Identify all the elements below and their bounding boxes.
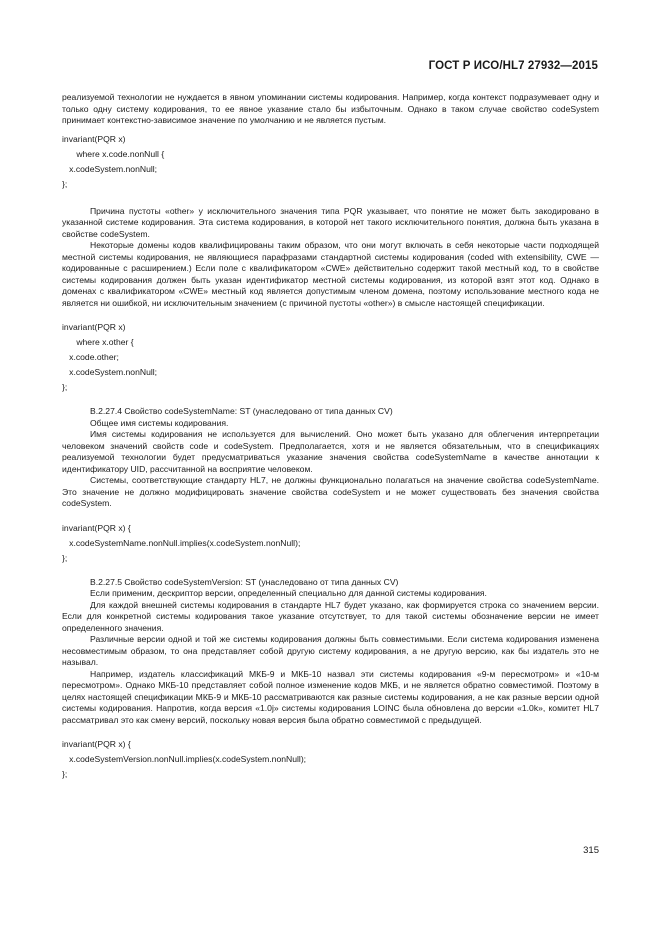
code-line: x.codeSystemVersion.nonNull.implies(x.codeSystem.nonNull); — [62, 754, 307, 764]
paragraph: Если применим, дескриптор версии, определенный специально для данной системы кодирования. — [90, 588, 487, 598]
paragraph: Для каждой внешней системы кодирования в стандарте HL7 будет указано, как формируется строка со значением версии. Если для конкретной системы кодирования такое указание отсутствует, то для такой системы обозначение версии не имеет определенного значения. — [62, 599, 599, 633]
code-line: where x.other { — [62, 337, 134, 347]
paragraph: Системы, соответствующие стандарту HL7, не должны функционально полагаться на значение свойства codeSystemName. Это значение не должно модифицировать значение свойства codeSystem и не может существовать без значения свойства codeSystem. — [62, 475, 599, 508]
code-line: }; — [62, 382, 68, 392]
paragraph: Причина пустоты «other» у исключительного значения типа PQR указывает, что понятие не может быть закодировано в указанной системе кодирования. Эта система кодирования, в которой нет такого исключительного понятия, должна быть указана в свойстве codeSystem. — [62, 205, 599, 239]
document-header: ГОСТ Р ИСО/HL7 27932—2015 — [428, 60, 598, 72]
paragraph: Различные версии одной и той же системы кодирования должны быть совместимыми. Если система кодирования изменена несовместимым образом, то она представляет собой другую систему кодирования, а не другую версию, как бы издатель это не называл. — [62, 634, 599, 667]
code-line: x.code.other; — [62, 352, 119, 362]
code-block — [62, 737, 599, 782]
code-block — [62, 521, 599, 566]
code-line: invariant(PQR x) { — [62, 739, 131, 749]
section-heading: В.2.27.4 Свойство codeSystemName: ST (унаследовано от типа данных CV) — [90, 406, 393, 416]
code-line: }; — [62, 552, 68, 563]
paragraph: Имя системы кодирования не используется для вычислений. Оно может быть указано для облегчения интерпретации человеком значений свойств code и codeSystem. Предполагается, хотя и не является обязательным, что в спецификациях реализуемой технологии будет предусматриваться указание значения свойства codeSystemName в качестве аннотации к идентификатору UID, рассчитанной на восприятие человеком. — [62, 429, 599, 474]
section-heading: В.2.27.5 Свойство codeSystemVersion: ST (унаследовано от типа данных CV) — [90, 576, 399, 587]
paragraph: реализуемой технологии не нуждается в явном упоминании системы кодирования. Например, когда контекст подразумевает одну и только одну систему кодирования, то ее явное указание стало бы избыточным. Однако в таком случае свойство codeSystem принимает контекстно-зависимое значение по умолчанию и не является пустым. — [62, 92, 599, 125]
code-line: x.codeSystemName.nonNull.implies(x.codeSystem.nonNull); — [62, 537, 301, 548]
paragraph: Общее имя системы кодирования. — [90, 417, 229, 428]
page-number: 315 — [583, 845, 599, 856]
code-line: invariant(PQR x) — [62, 133, 126, 144]
code-block — [62, 320, 599, 395]
code-line: }; — [62, 769, 68, 779]
page-content — [62, 92, 599, 782]
paragraph: Некоторые домены кодов квалифицированы таким образом, что они могут включать в себя некоторые части подходящей местной системы кодирования, не являющиеся парафразами стандартной системы кодирования (coded with extensibility, CWE — кодированные с расширением.) Если поле с квалификатором «CWE» действительно содержит такой местный код, то в свойстве системы кодирования должен быть указан идентификатор местной системы кодирования, из которой взят этот код. Однако в доменах с квалификатором «CWE» местный код является допустимым членом домена, поэтому использование местного кода не является ни ошибкой, ни исключительным значением (с причиной пустоты «other») в смысле настоящей спецификации. — [62, 240, 599, 308]
code-line: }; — [62, 178, 68, 189]
code-line: invariant(PQR x) — [62, 322, 126, 332]
code-block — [62, 132, 599, 192]
code-line: where x.code.nonNull { — [62, 148, 165, 159]
code-line: x.codeSystem.nonNull; — [62, 367, 158, 377]
code-line: invariant(PQR x) { — [62, 522, 131, 533]
paragraph: Например, издатель классификаций МКБ-9 и МКБ-10 назвал эти системы кодирования «9-м пересмотром» и «10-м пересмотром». Однако МКБ-10 представляет собой полное изменение кодов МКБ, и не является обратно совместимой. Поэтому в целях настоящей спецификации МКБ-9 и МКБ-10 рассматриваются как разные системы кодирования, а не как разные версии одной системы кодирования. Напротив, когда версия «1.0j» системы кодирования LOINC была обновлена до версии «1.0k», комитет HL7 рассматривал это как смену версий, поскольку новая версия была обратно совместимой с предыдущей. — [62, 668, 599, 725]
code-line: x.codeSystem.nonNull; — [62, 163, 158, 174]
